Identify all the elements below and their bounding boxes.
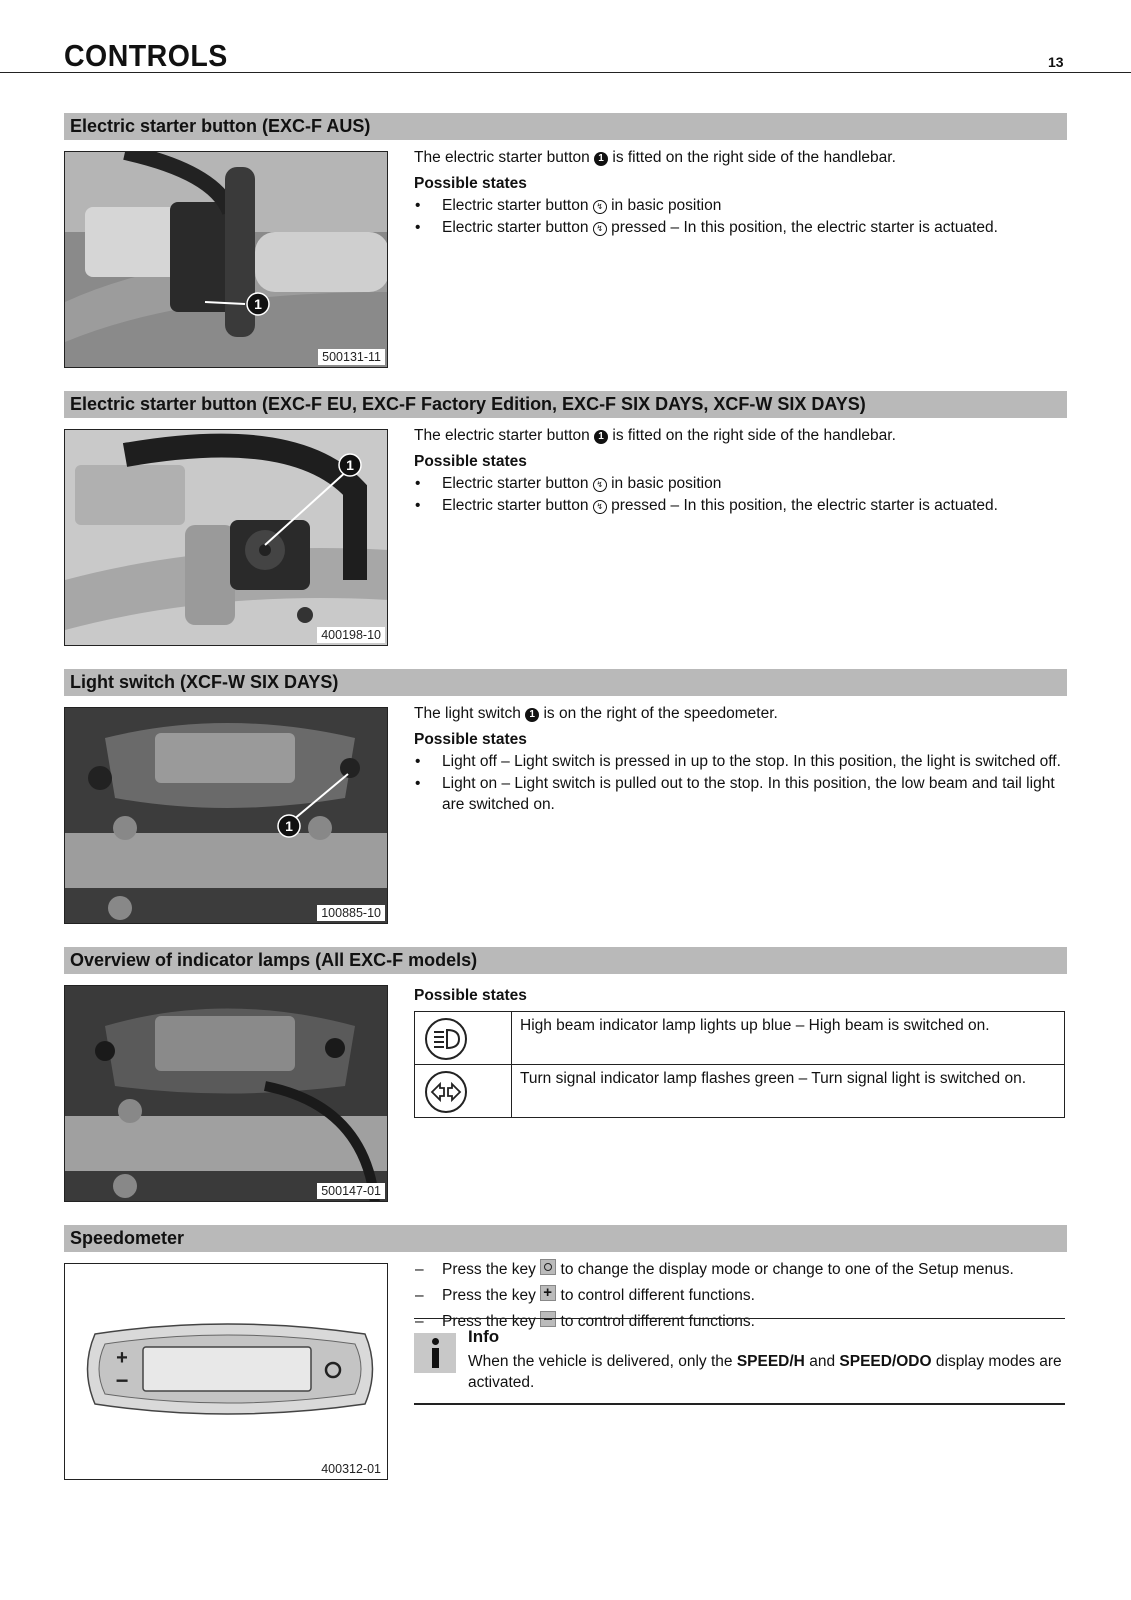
starter-button-pressed-icon: ↯ bbox=[593, 500, 607, 514]
info-text-part: When the vehicle is delivered, only the bbox=[468, 1353, 733, 1370]
section-body bbox=[414, 703, 1064, 816]
section-light-switch bbox=[64, 669, 1067, 920]
figure-code: 500147-01 bbox=[317, 1183, 385, 1199]
section-speedometer bbox=[64, 1225, 1067, 1476]
figure-code: 400198-10 bbox=[317, 627, 385, 643]
possible-states-label: Possible states bbox=[414, 987, 527, 1004]
instruction-text: Press the key bbox=[442, 1287, 536, 1304]
possible-states-label: Possible states bbox=[414, 731, 527, 748]
instruction-text: Press the key bbox=[442, 1261, 536, 1278]
state-item bbox=[414, 217, 1064, 238]
possible-states-label: Possible states bbox=[414, 175, 527, 192]
high-beam-icon bbox=[425, 1018, 467, 1060]
callout-number: 1 bbox=[594, 152, 608, 166]
state-item bbox=[414, 495, 1064, 516]
svg-text:−: − bbox=[115, 1368, 129, 1393]
state-text: in basic position bbox=[611, 197, 722, 214]
mode-name: SPEED/ODO bbox=[839, 1353, 932, 1370]
section-starter-eu bbox=[64, 391, 1067, 642]
svg-text:1: 1 bbox=[254, 296, 262, 312]
section-heading: Speedometer bbox=[64, 1225, 1067, 1252]
state-item: • Light off – Light switch is pressed in up to the stop. In this position, the light is switched off. bbox=[414, 751, 1064, 772]
speedometer-diagram bbox=[64, 1263, 388, 1480]
figure-code: 100885-10 bbox=[317, 905, 385, 921]
info-text-part: display modes are activated. bbox=[468, 1353, 1062, 1391]
intro-text-cont: is fitted on the right side of the handlebar. bbox=[612, 427, 896, 444]
section-indicator-lamps bbox=[64, 947, 1067, 1198]
indicator-table bbox=[414, 1011, 1065, 1118]
state-text: pressed – In this position, the electric starter is actuated. bbox=[611, 219, 998, 236]
o-key-icon bbox=[540, 1259, 556, 1275]
section-body bbox=[414, 981, 1064, 1118]
possible-states-label: Possible states bbox=[414, 453, 527, 470]
plus-key-icon bbox=[540, 1285, 556, 1301]
section-heading: Light switch (XCF-W SIX DAYS) bbox=[64, 669, 1067, 696]
turn-signal-icon bbox=[425, 1071, 467, 1113]
page-number: 13 bbox=[1048, 54, 1064, 70]
handlebar-photo bbox=[64, 151, 388, 368]
table-row bbox=[415, 1012, 1065, 1065]
intro-text: The light switch bbox=[414, 705, 521, 722]
intro-text: The electric starter button bbox=[414, 427, 590, 444]
speedometer-photo bbox=[64, 707, 388, 924]
section-body bbox=[414, 425, 1064, 517]
section-heading: Electric starter button (EXC-F EU, EXC-F Factory Edition, EXC-F SIX DAYS, XCF-W SIX DAYS) bbox=[64, 391, 1067, 418]
lamp-description: High beam indicator lamp lights up blue – High beam is switched on. bbox=[512, 1012, 1065, 1065]
state-item: • Light on – Light switch is pulled out to the stop. In this position, the low beam and tail light are switched on. bbox=[414, 773, 1064, 815]
state-text: Electric starter button bbox=[442, 219, 589, 236]
lamp-icon-cell bbox=[415, 1012, 512, 1065]
key-instruction bbox=[414, 1285, 1064, 1306]
section-heading: Electric starter button (EXC-F AUS) bbox=[64, 113, 1067, 140]
state-item bbox=[414, 195, 1064, 216]
instruction-text: to control different functions. bbox=[560, 1313, 755, 1330]
svg-text:+: + bbox=[116, 1347, 128, 1369]
lamp-description: Turn signal indicator lamp flashes green – Turn signal light is switched on. bbox=[512, 1065, 1065, 1118]
lamp-icon-cell bbox=[415, 1065, 512, 1118]
state-text: pressed – In this position, the electric starter is actuated. bbox=[611, 497, 998, 514]
state-text: Electric starter button bbox=[442, 475, 589, 492]
section-starter-aus bbox=[64, 113, 1067, 364]
callout-number: 1 bbox=[594, 430, 608, 444]
svg-text:1: 1 bbox=[285, 818, 293, 834]
info-icon bbox=[414, 1333, 456, 1373]
figure-code: 400312-01 bbox=[317, 1461, 385, 1477]
svg-text:1: 1 bbox=[346, 457, 354, 473]
state-text: Electric starter button bbox=[442, 497, 589, 514]
handlebar-photo bbox=[64, 429, 388, 646]
starter-button-pressed-icon: ↯ bbox=[593, 222, 607, 236]
state-text: in basic position bbox=[611, 475, 722, 492]
instruction-text: Press the key bbox=[442, 1313, 536, 1330]
section-body bbox=[414, 147, 1064, 239]
info-box bbox=[414, 1318, 1065, 1405]
intro-text: The electric starter button bbox=[414, 149, 590, 166]
starter-button-icon: ↯ bbox=[593, 200, 607, 214]
instruction-text: to change the display mode or change to one of the Setup menus. bbox=[560, 1261, 1014, 1278]
state-text: Electric starter button bbox=[442, 197, 589, 214]
mode-name: SPEED/H bbox=[736, 1353, 805, 1370]
instruction-text: to control different functions. bbox=[560, 1287, 755, 1304]
info-text-part: and bbox=[809, 1353, 836, 1370]
key-instruction bbox=[414, 1259, 1064, 1280]
info-title: Info bbox=[468, 1327, 500, 1346]
state-item bbox=[414, 473, 1064, 494]
figure-code: 500131-11 bbox=[318, 349, 385, 365]
starter-button-icon: ↯ bbox=[593, 478, 607, 492]
section-heading: Overview of indicator lamps (All EXC-F models) bbox=[64, 947, 1067, 974]
page-header bbox=[0, 36, 1131, 73]
table-row bbox=[415, 1065, 1065, 1118]
page-title: CONTROLS bbox=[64, 38, 228, 73]
intro-text-cont: is on the right of the speedometer. bbox=[543, 705, 778, 722]
intro-text-cont: is fitted on the right side of the handlebar. bbox=[612, 149, 896, 166]
callout-number: 1 bbox=[525, 708, 539, 722]
indicator-photo bbox=[64, 985, 388, 1202]
info-text bbox=[468, 1351, 1063, 1393]
